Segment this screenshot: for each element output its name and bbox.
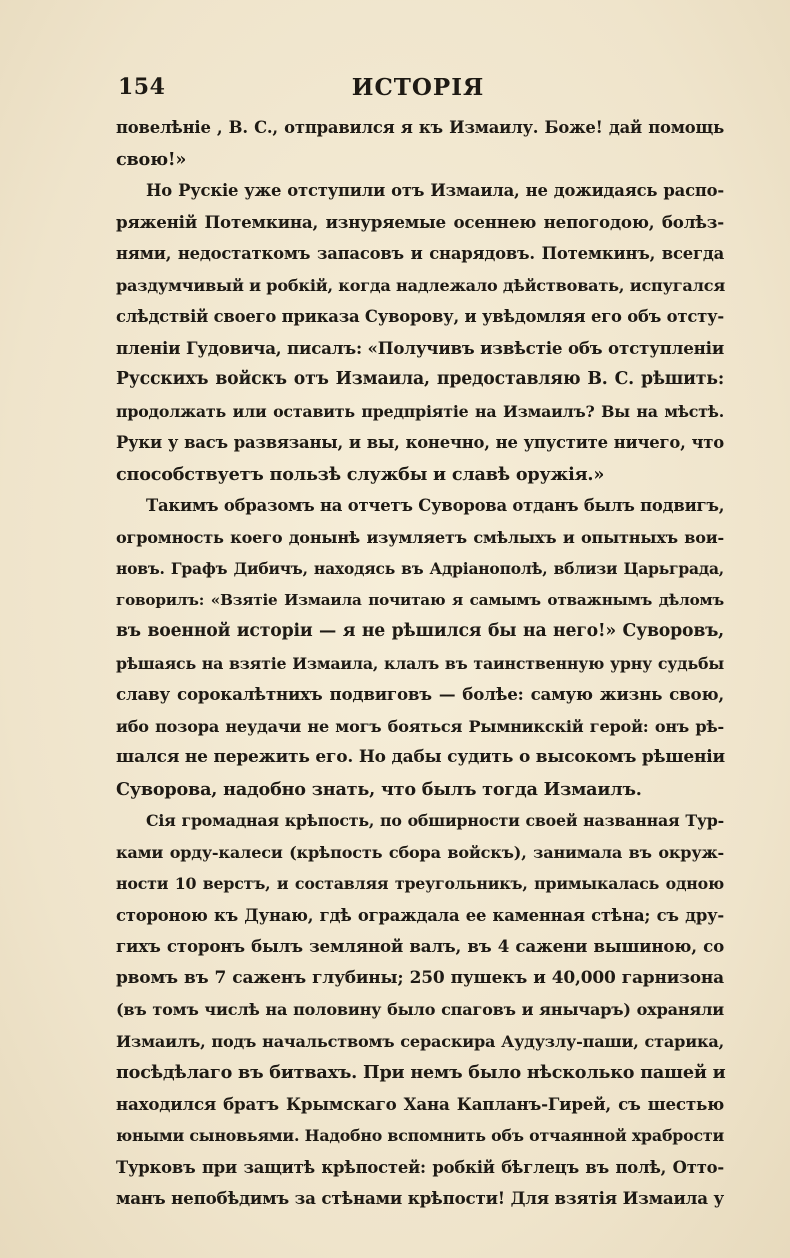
text-line: въ военной исторіи — я не рѣшился бы на него!» Суворовъ, [116,621,724,641]
text-line: стороною къ Дунаю, гдѣ ограждала ее каменная стѣна; съ дру- [116,905,724,925]
text-line: огромность коего донынѣ изумляетъ смѣлыхъ и опытныхъ вои- [116,527,724,547]
text-line: пленіи Гудовича, писалъ: «Получивъ извѣстіе объ отступленіи [116,337,724,358]
text-line: ками орду-калеси (крѣпость сбора войскъ), занимала въ окруж- [116,842,724,862]
text-line: гихъ сторонъ былъ земляной валъ, въ 4 сажени вышиною, со [116,936,724,956]
text-line: Турковъ при защитѣ крѣпостей: робкій бѣглецъ въ полѣ, Отто- [116,1157,724,1177]
text-line: шался не пережить его. Но дабы судить о высокомъ рѣшеніи [116,747,725,767]
text-line: ряженій Потемкина, изнуряемые осеннею непогодою, болѣз- [116,211,724,232]
running-title: ИСТОРІЯ [351,74,485,101]
text-line: юными сыновьями. Надобно вспомнить объ отчаянной храбрости [116,1126,724,1145]
text-line: рвомъ въ 7 саженъ глубины; 250 пушекъ и 40,000 гарнизона [116,967,724,988]
text-line: Руки у васъ развязаны, и вы, конечно, не упустите ничего, что [116,433,724,452]
text-line: говорилъ: «Взятіе Измаила почитаю я самымъ отважнымъ дѣломъ [116,590,724,609]
text-line: находился братъ Крымскаго Хана Капланъ-Гирей, съ шестью [116,1093,724,1114]
text-line: повелѣніе , В. С., отправился я къ Измаилу. Боже! дай помощь [116,118,724,137]
text-line: ибо позора неудачи не могъ бояться Рымникскій герой: онъ рѣ- [116,716,724,736]
text-line: нями, недостаткомъ запасовъ и снарядовъ. Потемкинъ, всегда [116,244,724,263]
text-line: раздумчивый и робкій, когда надлежало дѣйствовать, испугался [116,275,726,295]
text-line: посѣдѣлаго въ битвахъ. При немъ было нѣсколько пашей и [116,1062,726,1083]
text-line: слѣдствій своего приказа Суворову, и увѣдомляя его объ отсту- [116,307,724,326]
text-line: продолжать или оставить предпріятіе на Измаилъ? Вы на мѣстѣ. [116,401,724,421]
text-line: новъ. Графъ Дибичъ, находясь въ Адріанополѣ, вблизи Царьграда, [116,559,724,578]
text-line: свою!» [116,148,187,170]
text-line: (въ томъ числѣ на половину было спаговъ и янычаръ) охраняли [116,1000,724,1019]
page-number: 154 [118,74,166,100]
text-line: Измаилъ, подъ начальствомъ сераскира Аудузлу-паши, старика, [116,1031,724,1051]
page-header [118,74,718,106]
text-line: рѣшаясь на взятіе Измаила, клалъ въ таинственную урну судьбы [116,653,724,673]
text-line: способствуетъ пользѣ службы и славѣ оружія.» [116,463,605,485]
body-text [116,112,724,1215]
text-line: Сія громадная крѣпость, по обширности своей названная Тур- [146,811,724,830]
text-line: Но Рускіе уже отступили отъ Измаила, не дожидаясь распо- [146,181,724,200]
text-line: Такимъ образомъ на отчетъ Суворова отданъ былъ подвигъ, [146,496,725,515]
text-line: Суворова, надобно знать, что былъ тогда Измаилъ. [116,778,642,800]
text-line: славу сорокалѣтнихъ подвиговъ — болѣе: самую жизнь свою, [116,684,724,704]
text-line: ности 10 верстъ, и составляя треугольникъ, примыкалась одною [116,874,724,893]
text-line: Русскихъ войскъ отъ Измаила, предоставляю В. С. рѣшить: [116,369,724,389]
text-line: манъ непобѣдимъ за стѣнами крѣпости! Для взятія Измаила у [116,1188,724,1208]
